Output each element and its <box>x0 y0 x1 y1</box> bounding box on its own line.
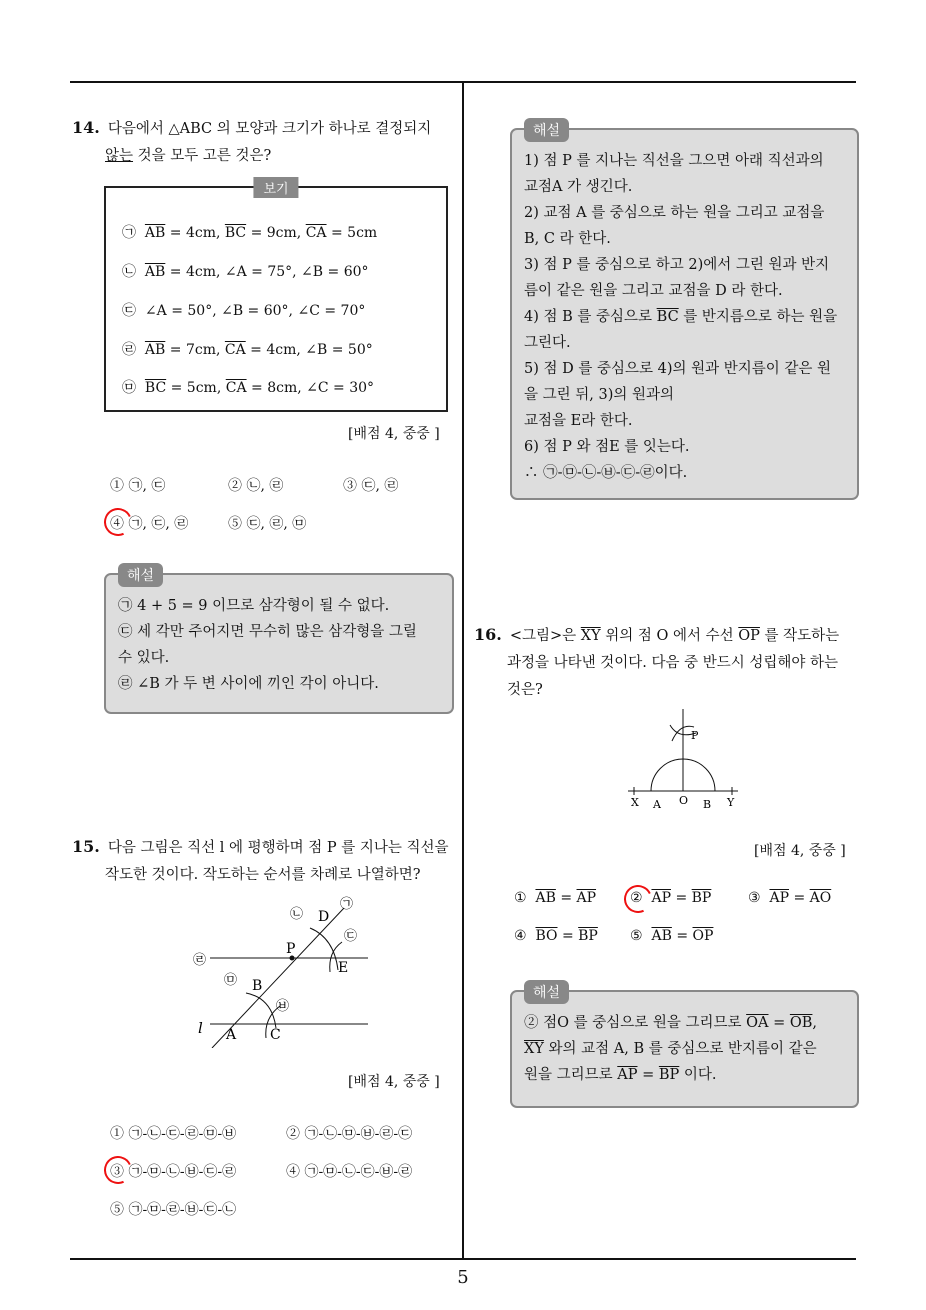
q15-choice-5[interactable]: ⑤ ㉠-㉤-㉣-㉥-㉢-㉡ <box>110 1202 237 1218</box>
bogi-mark: ㉤ <box>122 380 136 396</box>
q14-bogi-row-5 <box>122 377 374 397</box>
segment: $\overline{AB}$ <box>651 928 672 944</box>
segment: $\overline{BP}$ <box>658 1067 680 1083</box>
bogi-text: = 8cm, ∠C = 30° <box>246 380 375 396</box>
fig-label: P <box>286 941 296 957</box>
q15-text-line1: 다음 그림은 직선 l 에 평행하며 점 P 를 지나는 직선을 <box>107 840 449 856</box>
q16-figure <box>620 705 750 817</box>
q15-choice-1[interactable]: ① ㉠-㉡-㉢-㉣-㉤-㉥ <box>110 1126 237 1142</box>
segment: $\overline{OB}$ <box>789 1015 813 1031</box>
fig-label: E <box>338 960 349 976</box>
q16-choice-3[interactable] <box>748 890 831 906</box>
fig-label: A <box>653 798 661 811</box>
segment: $\overline{AP}$ <box>576 890 597 906</box>
q16-solution-box <box>510 985 859 1108</box>
segment: $\overline{AO}$ <box>809 890 832 906</box>
fig-label: ㉠ <box>340 897 354 912</box>
bottom-rule <box>70 1258 856 1260</box>
q15-question <box>72 833 460 889</box>
fig-label: ㉢ <box>344 929 358 944</box>
q15-solution-line: 1) 점 P 를 지나는 직선을 그으면 아래 직선과의 <box>524 153 824 169</box>
equals: = <box>789 890 810 906</box>
equals: = <box>671 890 692 906</box>
q15-choice-2[interactable]: ② ㉠-㉡-㉤-㉥-㉣-㉢ <box>286 1126 413 1142</box>
segment: $\overline{OA}$ <box>746 1015 769 1031</box>
bogi-text: = 7cm, <box>165 342 225 358</box>
fig-label: O <box>679 794 689 807</box>
bogi-mark: ㉣ <box>122 342 136 358</box>
q14-bogi-box <box>104 182 448 412</box>
q14-text-line2: 것을 모두 고른 것은? <box>133 148 272 164</box>
q14-solution-title: 해설 <box>118 563 163 587</box>
q14-choice-5[interactable]: ⑤ ㉢, ㉣, ㉤ <box>228 516 307 532</box>
segment: $\overline{CA}$ <box>225 380 247 396</box>
q15-solution-line: 교점A 가 생긴다. <box>524 179 633 195</box>
bogi-mark: ㉢ <box>122 303 136 319</box>
segment: $\overline{AB}$ <box>144 342 166 358</box>
q14-solution-line: ㉣ ∠B 가 두 변 사이에 끼인 각이 아니다. <box>118 676 379 692</box>
q15-solution-line: 3) 점 P 를 중심으로 하고 2)에서 그린 원과 반지 <box>524 257 830 273</box>
q16-text: 위의 점 O 에서 수선 <box>600 628 739 644</box>
equals: = <box>555 890 577 906</box>
q14-choice-1[interactable]: ① ㉠, ㉢ <box>110 478 166 494</box>
q15-number: 15. <box>72 837 100 856</box>
fig-label: P <box>691 729 699 742</box>
q15-solution-line: 2) 교점 A 를 중심으로 하는 원을 그리고 교점을 <box>524 205 825 221</box>
segment: $\overline{OP}$ <box>738 628 760 644</box>
q14-number: 14. <box>72 118 100 137</box>
q15-solution-line: 을 그린 뒤, 3)의 원과의 <box>524 387 674 403</box>
q16-solution-title: 해설 <box>524 980 569 1004</box>
sol-text: 를 반지름으로 하는 원을 <box>678 309 838 325</box>
q15-choice-3[interactable]: ③ ㉠-㉤-㉡-㉥-㉢-㉣ <box>110 1164 237 1180</box>
q16-text: 를 작도하는 <box>759 628 840 644</box>
fig-label: A <box>226 1027 237 1043</box>
equals: = <box>768 1015 790 1031</box>
equals: = <box>671 928 693 944</box>
bogi-text: = 4cm, ∠A = 75°, ∠B = 60° <box>165 264 369 280</box>
q15-solution-line <box>524 304 847 330</box>
q14-solution-line: ㉢ 세 각만 주어지면 무수히 많은 삼각형을 그릴 <box>118 624 417 640</box>
fig-label: D <box>318 909 330 925</box>
q14-bogi-row-4 <box>122 339 373 359</box>
q15-text-line2: 작도한 것이다. 작도하는 순서를 차례로 나열하면? <box>105 867 421 883</box>
q15-solution-line: 름이 같은 원을 그리고 교점을 D 라 한다. <box>524 283 783 299</box>
q16-text-line2: 과정을 나타낸 것이다. 다음 중 반드시 성립해야 하는 <box>507 655 839 671</box>
equals: = <box>557 928 579 944</box>
q15-solution-line: ∴ ㉠-㉤-㉡-㉥-㉢-㉣이다. <box>524 465 688 481</box>
segment: $\overline{BO}$ <box>535 928 558 944</box>
sol-text: 이다. <box>679 1067 717 1083</box>
q14-solution-line: ㉠ 4 + 5 = 9 이므로 삼각형이 될 수 없다. <box>118 598 390 614</box>
bogi-text: = 4cm, <box>165 225 225 241</box>
q14-choice-4[interactable]: ④ ㉠, ㉢, ㉣ <box>110 516 189 532</box>
segment: $\overline{AP}$ <box>617 1067 638 1083</box>
q14-bogi-title: 보기 <box>253 177 298 198</box>
sol-text: , <box>812 1015 818 1031</box>
choice-number: ③ <box>748 890 761 906</box>
fig-label: C <box>270 1027 281 1043</box>
segment: $\overline{AP}$ <box>769 890 789 906</box>
q15-solution-line: 그린다. <box>524 335 571 351</box>
q15-solution-line: B, C 라 한다. <box>524 231 611 247</box>
segment: $\overline{AP}$ <box>651 890 671 906</box>
q16-choice-4[interactable] <box>514 928 598 944</box>
fig-label: B <box>703 798 712 811</box>
segment: $\overline{AB}$ <box>144 264 166 280</box>
q14-bogi-row-3 <box>122 300 365 320</box>
bogi-mark: ㉡ <box>122 264 136 280</box>
segment: $\overline{AB}$ <box>144 225 166 241</box>
fig-label: Y <box>727 796 735 809</box>
choice-number: ① <box>514 890 527 906</box>
q14-choice-2[interactable]: ② ㉡, ㉣ <box>228 478 284 494</box>
segment: $\overline{XY}$ <box>524 1041 544 1057</box>
q16-number: 16. <box>474 625 502 644</box>
segment: $\overline{BC}$ <box>144 380 167 396</box>
sol-text: 원을 그리므로 <box>524 1067 618 1083</box>
q16-solution-line <box>524 1062 847 1088</box>
q14-bogi-row-2 <box>122 261 369 281</box>
segment: $\overline{BP}$ <box>691 890 712 906</box>
q16-choice-5[interactable] <box>630 928 713 944</box>
bogi-text: = 4cm, ∠B = 50° <box>245 342 373 358</box>
q14-bogi-row-1 <box>122 222 377 242</box>
fig-label: ㉣ <box>193 953 207 968</box>
q14-score: [배점 4, 중중 ] <box>348 426 440 442</box>
q14-solution-line: 수 있다. <box>118 650 170 666</box>
q15-solution-title: 해설 <box>524 118 569 142</box>
segment: $\overline{CA}$ <box>305 225 327 241</box>
q15-solution-line: 교점을 E라 한다. <box>524 413 633 429</box>
fig-label: ㉤ <box>224 973 238 988</box>
answer-mark-icon <box>100 1152 136 1188</box>
answer-mark-icon <box>620 881 656 917</box>
segment: $\overline{AB}$ <box>535 890 556 906</box>
q15-figure <box>190 888 380 1048</box>
bogi-text: = 5cm <box>326 225 378 241</box>
q14-underlined-word: 않는 <box>105 148 134 164</box>
bogi-text: = 5cm, <box>166 380 226 396</box>
fig-label: B <box>252 978 263 994</box>
q16-solution-line <box>524 1036 847 1062</box>
choice-number: ⑤ <box>630 928 643 944</box>
bogi-text: = 9cm, <box>246 225 306 241</box>
segment: $\overline{BC}$ <box>656 309 679 325</box>
choice-number: ② <box>630 890 643 906</box>
segment: $\overline{CA}$ <box>224 342 246 358</box>
q16-score: [배점 4, 중중 ] <box>754 843 846 859</box>
q15-solution-box <box>510 123 859 500</box>
segment: $\overline{BP}$ <box>578 928 598 944</box>
segment: $\overline{XY}$ <box>580 628 601 644</box>
q14-question <box>72 114 457 170</box>
segment: $\overline{OP}$ <box>692 928 714 944</box>
sol-text: 4) 점 B 를 중심으로 <box>524 309 653 325</box>
q16-question <box>474 621 864 704</box>
bogi-mark: ㉠ <box>122 225 136 241</box>
fig-label: ㉡ <box>290 907 304 922</box>
q15-score: [배점 4, 중중 ] <box>348 1074 440 1090</box>
fig-label: ㉥ <box>276 999 290 1014</box>
choice-number: ④ <box>514 928 527 944</box>
q15-solution-line: 5) 점 D 를 중심으로 4)의 원과 반지름이 같은 원 <box>524 361 831 377</box>
q16-text-line3: 것은? <box>507 682 543 698</box>
sol-text: ② 점O 를 중심으로 원을 그리므로 <box>524 1015 747 1031</box>
q16-solution-line <box>524 1010 847 1036</box>
q14-text-line1: 다음에서 △ABC 의 모양과 크기가 하나로 결정되지 <box>107 121 432 137</box>
fig-label: X <box>631 796 639 809</box>
sol-text: 와의 교점 A, B 를 중심으로 반지름이 같은 <box>543 1041 817 1057</box>
q15-solution-line: 6) 점 P 와 점E 를 잇는다. <box>524 439 690 455</box>
q16-text: <그림>은 <box>509 628 581 644</box>
page-number: 5 <box>457 1267 469 1288</box>
fig-label: l <box>198 1019 203 1037</box>
bogi-text: ∠A = 50°, ∠B = 60°, ∠C = 70° <box>144 303 366 319</box>
equals: = <box>637 1067 659 1083</box>
q14-choice-3[interactable]: ③ ㉢, ㉣ <box>343 478 399 494</box>
column-divider <box>462 82 464 1260</box>
q14-solution-box <box>104 568 454 714</box>
answer-mark-icon <box>100 504 136 540</box>
q15-choice-4[interactable]: ④ ㉠-㉤-㉡-㉢-㉥-㉣ <box>286 1164 413 1180</box>
q16-choice-1[interactable] <box>514 890 596 906</box>
segment: $\overline{BC}$ <box>224 225 247 241</box>
